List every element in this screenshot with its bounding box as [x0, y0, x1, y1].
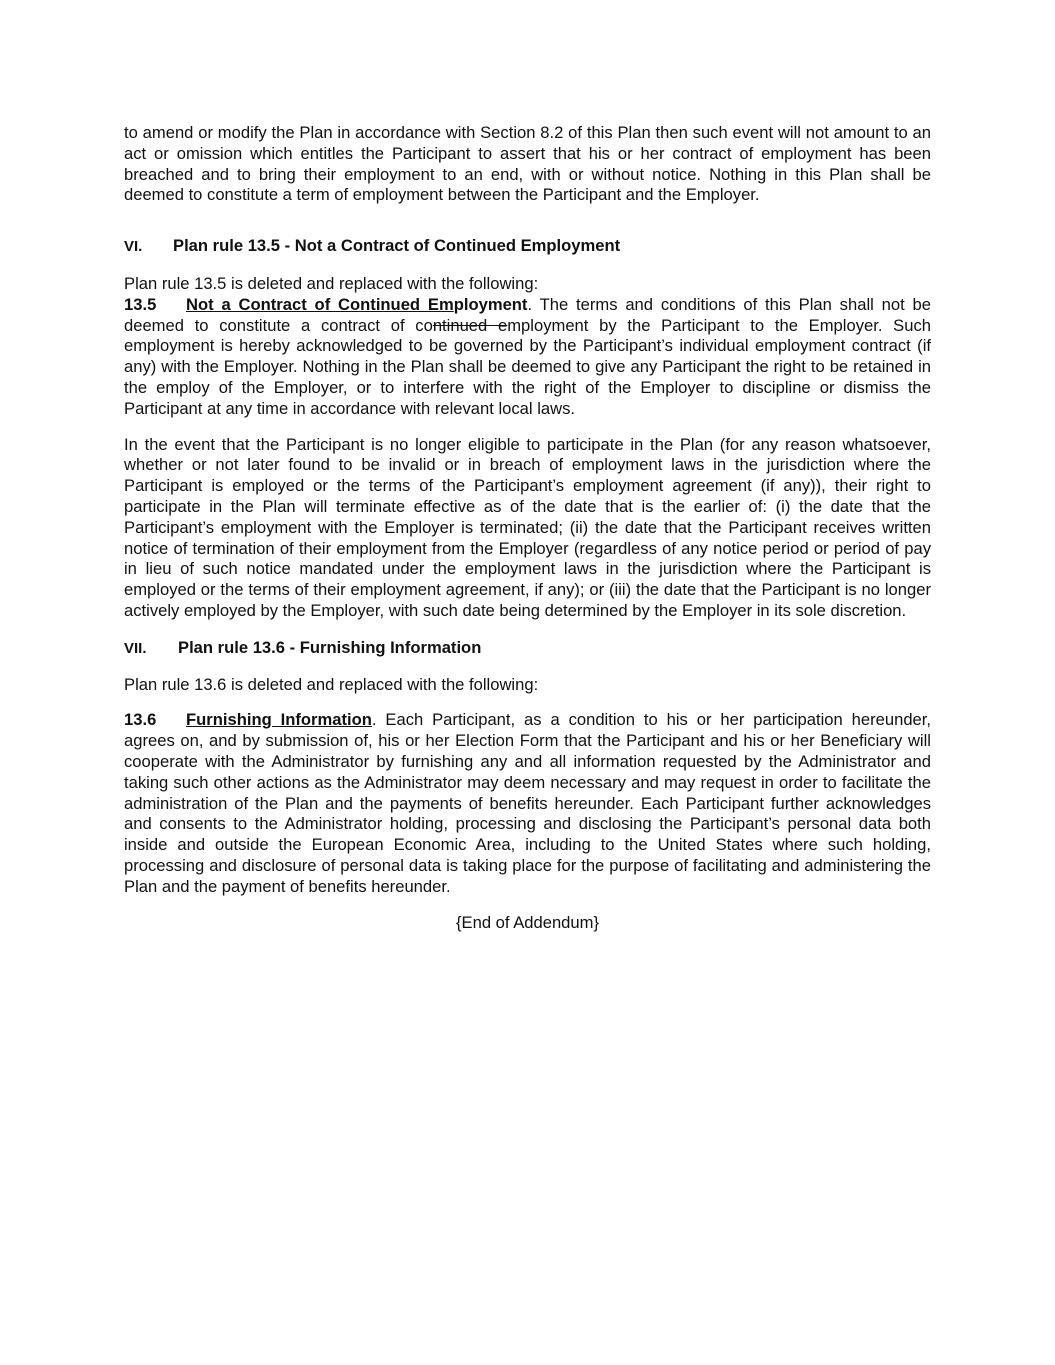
rule-13-6-block [124, 710, 931, 897]
rule-13-5-paragraph-2: In the event that the Participant is no longer eligible to participate in the Plan (for any reason whatsoever, whether or not later found to be invalid or in breach of employment laws in the jurisdiction where the Participant is employed or the terms of the Participant’s employment agreement (if any)), their right to participate in the Plan will terminate effective as of the date that is the earlier of: (i) the date that the Participant’s employment with the Employer is terminated; (ii) the date that the Participant receives written notice of termination of their employment from the Employer (regardless of any notice period or period of pay in lieu of such notice mandated under the employment laws in the jurisdiction where the Participant is employed or the terms of their employment agreement, if any); or (iii) the date that the Participant is no longer actively employed by the Employer, with such date being determined by the Employer in its sole discretion. [124, 434, 931, 620]
section-vii-heading [124, 638, 931, 660]
section-vi-heading [124, 236, 931, 258]
section-vii-number: VII. [124, 639, 147, 657]
section-vi-number: VI. [124, 238, 143, 256]
rule-13-5-struck-text: ntinued e [432, 315, 508, 335]
rule-13-5-number: 13.5 [124, 294, 157, 314]
rule-13-6-number: 13.6 [124, 710, 157, 730]
rule-13-5-text-before: . The terms and conditions of this Plan shall not be deemed to constitute a contract of co [124, 294, 931, 335]
rule-13-6-text: . Each Participant, as a condition to his or her participation hereunder, agrees on, and by submission of, his or her Election Form that the Participant and his or her Beneficiary will cooperate with the Administrator by furnishing any and all information requested by the Administrator and taking such other actions as the Administrator may deem necessary and may request in order to facilitate the administration of the Plan and the payments of benefits hereunder. Each Participant further acknowledges and consents to the Administrator holding, processing and disclosing the Participant’s personal data both inside and outside the European Economic Area, including to the United States where such holding, processing and disclosure of personal data is taking place for the purpose of facilitating and administering the Plan and the payment of benefits hereunder. [124, 710, 931, 896]
end-of-addendum: {End of Addendum} [455, 912, 599, 932]
rule-13-5-block [124, 274, 931, 420]
intro-paragraph: to amend or modify the Plan in accordance with Section 8.2 of this Plan then such event will not amount to an act or omission which entitles the Participant to assert that his or her contract of employment has been breached and to bring their employment to an end, with or without notice. Nothing in this Plan shall be deemed to constitute a term of employment between the Participant and the Employer. [124, 123, 931, 205]
section-vii-title: Plan rule 13.6 - Furnishing Information [178, 637, 482, 657]
rule-13-5-title-underlined: Not a Contract of Continued Em [186, 294, 454, 314]
document-page [124, 123, 931, 933]
rule-13-6-lead: Plan rule 13.6 is deleted and replaced with the following: [124, 674, 539, 694]
rule-13-5-title-rest: ployment [453, 294, 528, 314]
section-vi-title: Plan rule 13.5 - Not a Contract of Continued Employment [173, 236, 621, 256]
rule-13-6-title: Furnishing Information [186, 710, 372, 730]
rule-13-5-lead: Plan rule 13.5 is deleted and replaced with the following: [124, 273, 539, 293]
rule-13-5-text-after: mployment by the Participant to the Employer. Such employment is hereby acknowledged to be governed by the Participant’s individual employment contract (if any) with the Employer. Nothing in the Plan shall be deemed to give any Participant the right to be retained in the employ of the Employer, or to interfere with the right of the Employer to discipline or dismiss the Participant at any time in accordance with relevant local laws. [124, 315, 931, 418]
